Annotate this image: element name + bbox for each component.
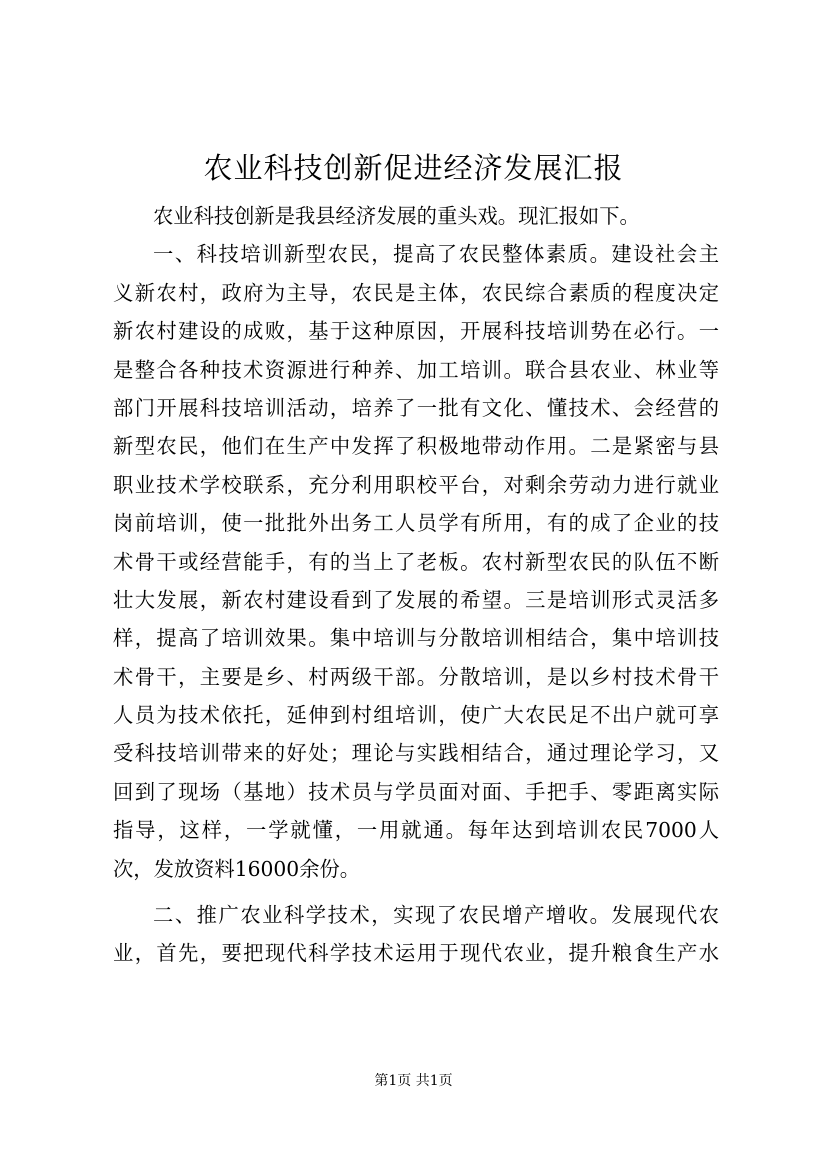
paragraph-line: 样，提高了培训效果。集中培训与分散培训相结合，集中培训技 [113, 626, 719, 651]
paragraph-line: 指导，这样，一学就懂，一用就通。每年达到培训农民7000人 [113, 818, 719, 843]
paragraph-line: 业，首先，要把现代科学技术运用于现代农业，提升粮食生产水 [113, 941, 719, 966]
page-number-footer: 第1页 共1页 [374, 1073, 453, 1089]
paragraph-line: 术骨干，主要是乡、村两级干部。分散培训，是以乡村技术骨干 [113, 664, 719, 689]
paragraph-line: 二、推广农业科学技术，实现了农民增产增收。发展现代农 [153, 903, 719, 928]
paragraph-line: 人员为技术依托，延伸到村组培训，使广大农民足不出户就可享 [113, 703, 719, 728]
paragraph-line: 受科技培训带来的好处；理论与实践相结合，通过理论学习，又 [113, 741, 719, 766]
paragraph-gap [113, 888, 719, 896]
paragraph-line: 壮大发展，新农村建设看到了发展的希望。三是培训形式灵活多 [113, 587, 719, 612]
paragraph-line: 一、科技培训新型农民，提高了农民整体素质。建设社会主 [153, 242, 719, 267]
intro-line: 农业科技创新是我县经济发展的重头戏。现汇报如下。 [153, 204, 640, 228]
paragraph-line: 新型农民，他们在生产中发挥了积极地带动作用。二是紧密与县 [113, 434, 719, 459]
paragraph-line: 新农村建设的成败，基于这种原因，开展科技培训势在必行。一 [113, 319, 719, 344]
paragraph-line: 义新农村，政府为主导，农民是主体，农民综合素质的程度决定 [113, 280, 719, 305]
document-title: 农业科技创新促进经济发展汇报 [203, 151, 624, 185]
paragraph-line: 次，发放资料16000余份。 [113, 856, 361, 881]
paragraph-line: 部门开展科技培训活动，培养了一批有文化、懂技术、会经营的 [113, 395, 719, 420]
paragraph-line: 是整合各种技术资源进行种养、加工培训。联合县农业、林业等 [113, 357, 719, 382]
paragraph-line: 回到了现场（基地）技术员与学员面对面、手把手、零距离实际 [113, 779, 719, 804]
paragraph-line: 术骨干或经营能手，有的当上了老板。农村新型农民的队伍不断 [113, 549, 719, 574]
paragraph-line: 岗前培训，使一批批外出务工人员学有所用，有的成了企业的技 [113, 511, 719, 536]
document-body [113, 197, 719, 973]
paragraph-line: 职业技术学校联系，充分利用职校平台，对剩余劳动力进行就业 [113, 472, 719, 497]
